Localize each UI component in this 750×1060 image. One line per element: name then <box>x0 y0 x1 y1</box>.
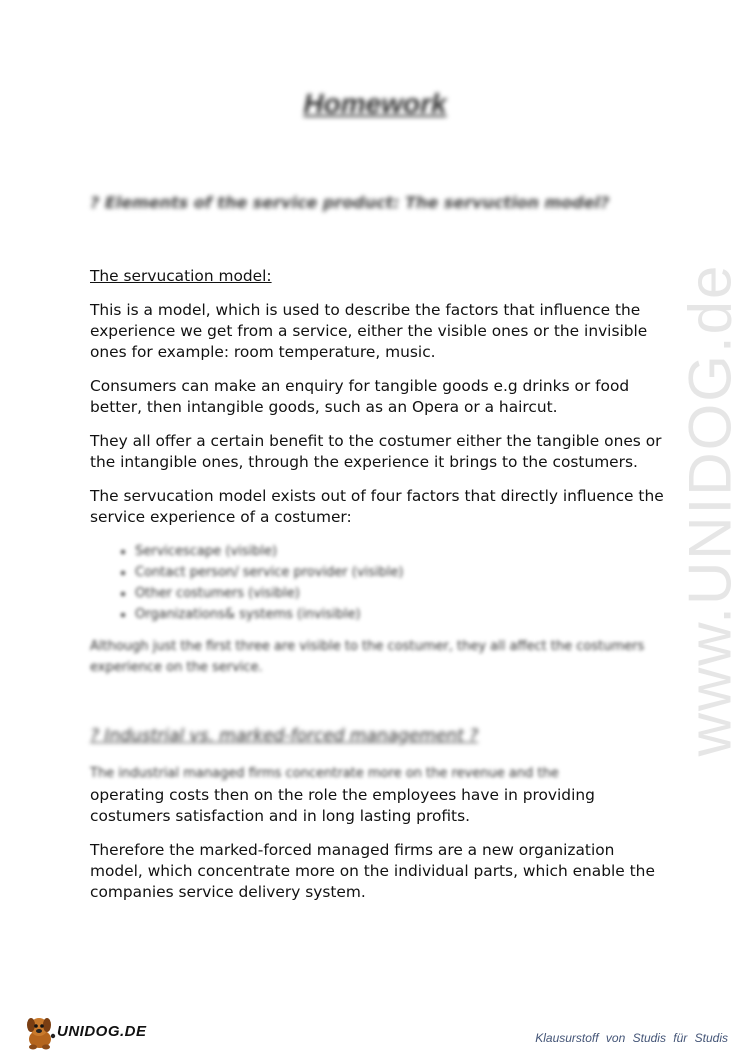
servucation-section <box>90 266 670 625</box>
paragraph: The servucation model exists out of four factors that directly influence the service experience of a costumer: <box>90 487 664 526</box>
question-heading-2: ? Industrial vs. marked-forced management ? <box>90 726 479 746</box>
page-title: Homework <box>303 88 447 119</box>
paragraph: Therefore the marked-forced managed firms are a new organization model, which concentrate more on the individual parts, which enable the companies service delivery system. <box>90 841 655 901</box>
management-section <box>90 785 670 916</box>
factor-list <box>90 541 670 625</box>
list-item: • Servicescape (visible) <box>135 541 670 562</box>
paragraph-line: operating costs then on the role the employees have in providing <box>90 786 595 804</box>
summary-paragraph: Although just the first three are visible to the costumer, they all affect the costumers experience on the service. <box>90 639 645 675</box>
footer-tagline: Klausurstoff von Studis für Studis <box>535 1031 728 1045</box>
unidog-logo <box>20 1012 160 1052</box>
paragraph: They all offer a certain benefit to the costumer either the tangible ones or the intangible ones, through the experience it brings to the costumers. <box>90 432 662 471</box>
list-item: • Organizations& systems (invisible) <box>135 604 670 625</box>
paragraph-line: costumers satisfaction and in long lasting profits. <box>90 807 470 825</box>
dog-icon <box>20 1012 60 1052</box>
paragraph: Consumers can make an enquiry for tangible goods e.g drinks or food better, then intangible goods, such as an Opera or a haircut. <box>90 377 630 416</box>
watermark-text: www.UNIDOG.de <box>676 263 744 757</box>
logo-text: UNIDOG.DE <box>57 1023 147 1040</box>
list-item: • Contact person/ service provider (visible) <box>135 562 670 583</box>
section-heading: The servucation model: <box>90 267 272 285</box>
question-heading-1: ? Elements of the service product: The servuction model? <box>90 193 610 212</box>
list-item: • Other costumers (visible) <box>135 583 670 604</box>
paragraph-line: The industrial managed firms concentrate more on the revenue and the <box>90 766 559 781</box>
paragraph: This is a model, which is used to describe the factors that influence the experience we get from a service, either the visible ones or the invisible ones for example: room temperature, music. <box>90 301 648 361</box>
